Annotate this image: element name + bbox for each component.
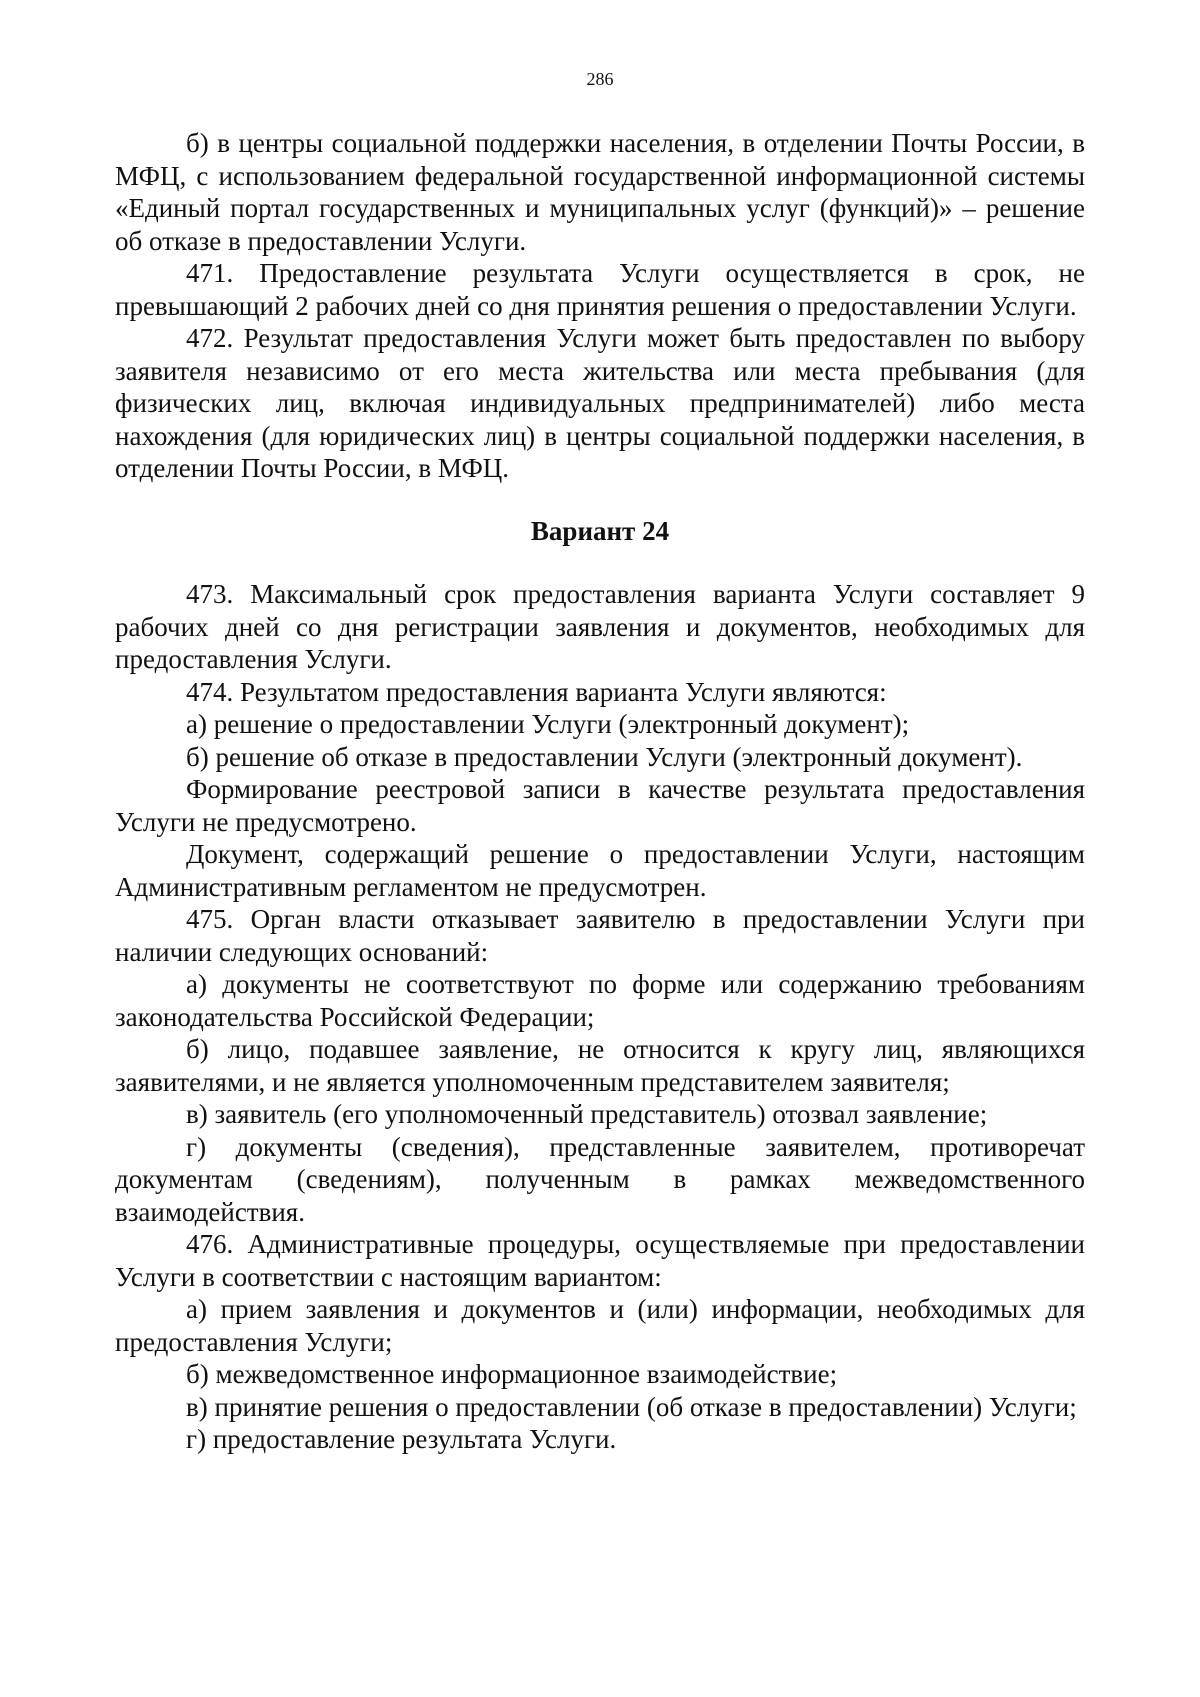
paragraph: Документ, содержащий решение о предоставлении Услуги, настоящим Административным регламентом не предусмотрен. [115,839,1085,902]
paragraph: 473. Максимальный срок предоставления варианта Услуги составляет 9 рабочих дней со дня регистрации заявления и документов, необходимых для предоставления Услуги. [115,579,1085,674]
list-item: б) решение об отказе в предоставлении Услуги (электронный документ). [186,741,1023,772]
document-body [115,127,1085,1456]
paragraph: 476. Административные процедуры, осуществляемые при предоставлении Услуги в соответствии с настоящим вариантом: [115,1229,1085,1292]
list-item: а) решение о предоставлении Услуги (электронный документ); [186,709,910,739]
section-heading: Вариант 24 [530,515,670,546]
list-item: б) межведомственное информационное взаимодействие; [186,1359,838,1389]
paragraph: 472. Результат предоставления Услуги может быть предоставлен по выбору заявителя независимо от его места жительства или места пребывания (для физических лиц, включая индивидуальных предпринимателей) либо места нахождения (для юридических лиц) в центры социальной поддержки населения, в отделении Почты России, в МФЦ. [115,323,1085,483]
page-number: 286 [586,69,614,89]
list-item: в) принятие решения о предоставлении (об отказе в предоставлении) Услуги; [186,1391,1077,1422]
paragraph: б) в центры социальной поддержки населения, в отделении Почты России, в МФЦ, с использованием федеральной государственной информационной системы «Единый портал государственных и муниципальных услуг (функций)» – решение об отказе в предоставлении Услуги. [115,128,1085,256]
list-item: а) документы не соответствуют по форме или содержанию требованиям законодательства Российской Федерации; [115,969,1085,1032]
paragraph: 474. Результатом предоставления варианта Услуги являются: [186,676,887,707]
list-item: б) лицо, подавшее заявление, не относится к кругу лиц, являющихся заявителями, и не является уполномоченным представителем заявителя; [115,1034,1085,1097]
list-item: г) документы (сведения), представленные заявителем, противоречат документам (сведениям), полученным в рамках межведомственного взаимодействия. [115,1131,1085,1227]
paragraph: 471. Предоставление результата Услуги осуществляется в срок, не превышающий 2 рабочих дней со дня принятия решения о предоставлении Услуги. [115,258,1085,321]
paragraph: Формирование реестровой записи в качестве результата предоставления Услуги не предусмотрено. [115,774,1085,837]
list-item: а) прием заявления и документов и (или) информации, необходимых для предоставления Услуги; [115,1294,1085,1357]
paragraph: 475. Орган власти отказывает заявителю в предоставлении Услуги при наличии следующих оснований: [115,904,1085,967]
list-item: в) заявитель (его уполномоченный представитель) отозвал заявление; [186,1099,988,1129]
list-item: г) предоставление результата Услуги. [186,1424,617,1454]
